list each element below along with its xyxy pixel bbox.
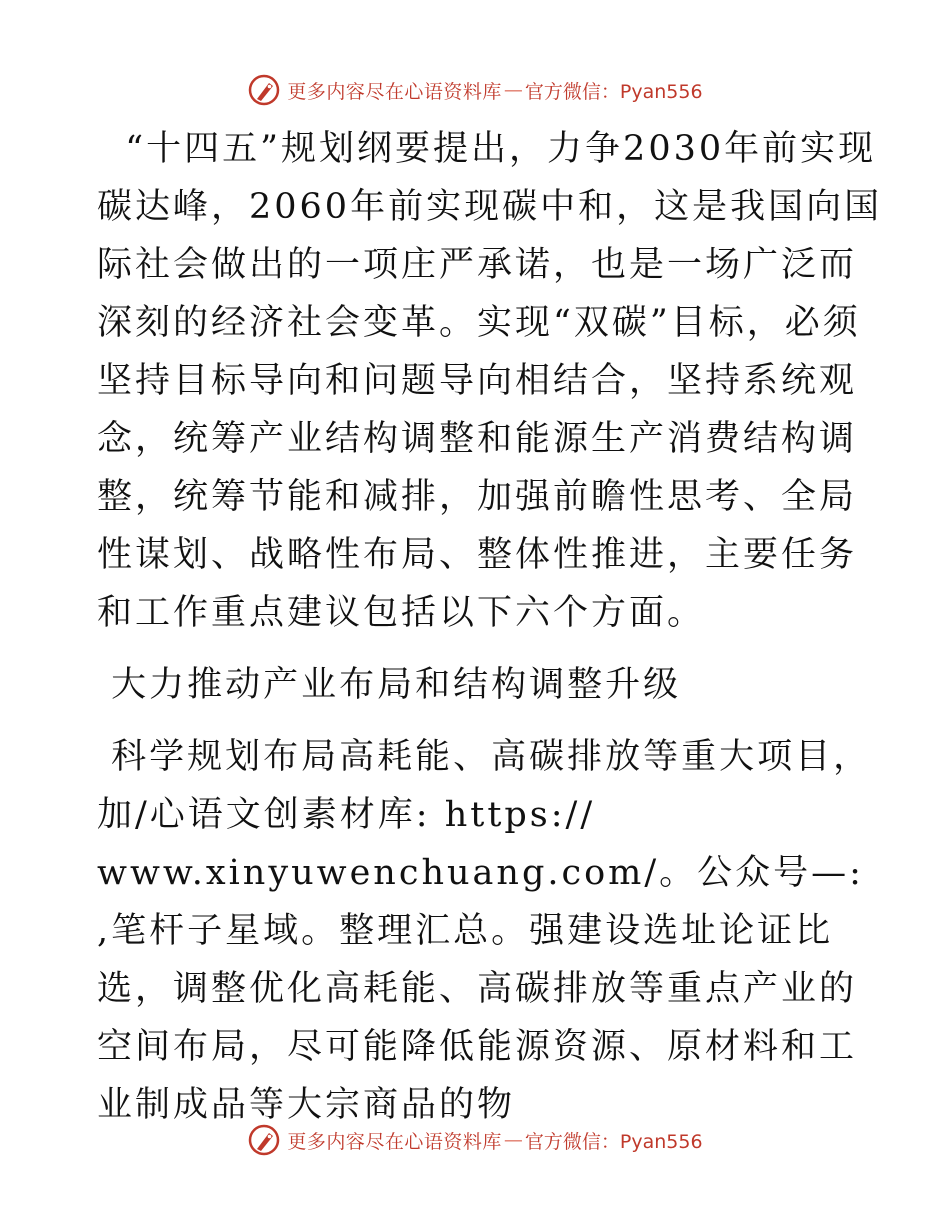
pen-nib-icon [247,1123,281,1157]
watermark-banner-bottom [0,1120,950,1160]
section-heading-text: 大力推动产业布局和结构调整升级 [111,665,682,705]
paragraph-line-1 [97,728,887,786]
watermark-wechat: 官方微信：Pyan556 [524,80,703,103]
document-body [97,120,887,1134]
paragraph-intro [97,120,887,642]
watermark-banner-top [0,70,950,110]
watermark-main-text: 更多内容尽在心语资料库 [287,1130,502,1153]
watermark-wechat: 官方微信：Pyan556 [524,1130,703,1153]
pen-nib-icon [247,73,281,107]
watermark-separator: — [503,79,523,101]
paragraph-rest: www.xinyuwenchuang.com/。公众号—: ,笔杆子星域。整理汇总。强建设选址论证比选，调整优化高耗能、高碳排放等重点产业的空间布局，尽可能降低能源资源、原材料和工业制成品等大宗商品的物 [97,853,879,1125]
section-heading [97,656,887,714]
watermark-main-text: 更多内容尽在心语资料库 [287,80,502,103]
paragraph-intro-text: “十四五”规划纲要提出，力争2030年前实现碳达峰，2060年前实现碳中和，这是我国向国际社会做出的一项庄严承诺，也是一场广泛而深刻的经济社会变革。实现“双碳”目标，必须坚持目标导向和问题导向相结合，坚持系统观念，统筹产业结构调整和能源生产消费结构调整，统筹节能和减排，加强前瞻性思考、全局性谋划、战略性布局、整体性推进，主要任务和工作重点建议包括以下六个方面。 [97,129,883,633]
paragraph-line-1-text: 科学规划布局高耗能、高碳排放等重大项目， [111,737,872,777]
paragraph-line-2: 加/心语文创素材库: https:// [97,795,596,835]
watermark-separator: — [503,1129,523,1151]
